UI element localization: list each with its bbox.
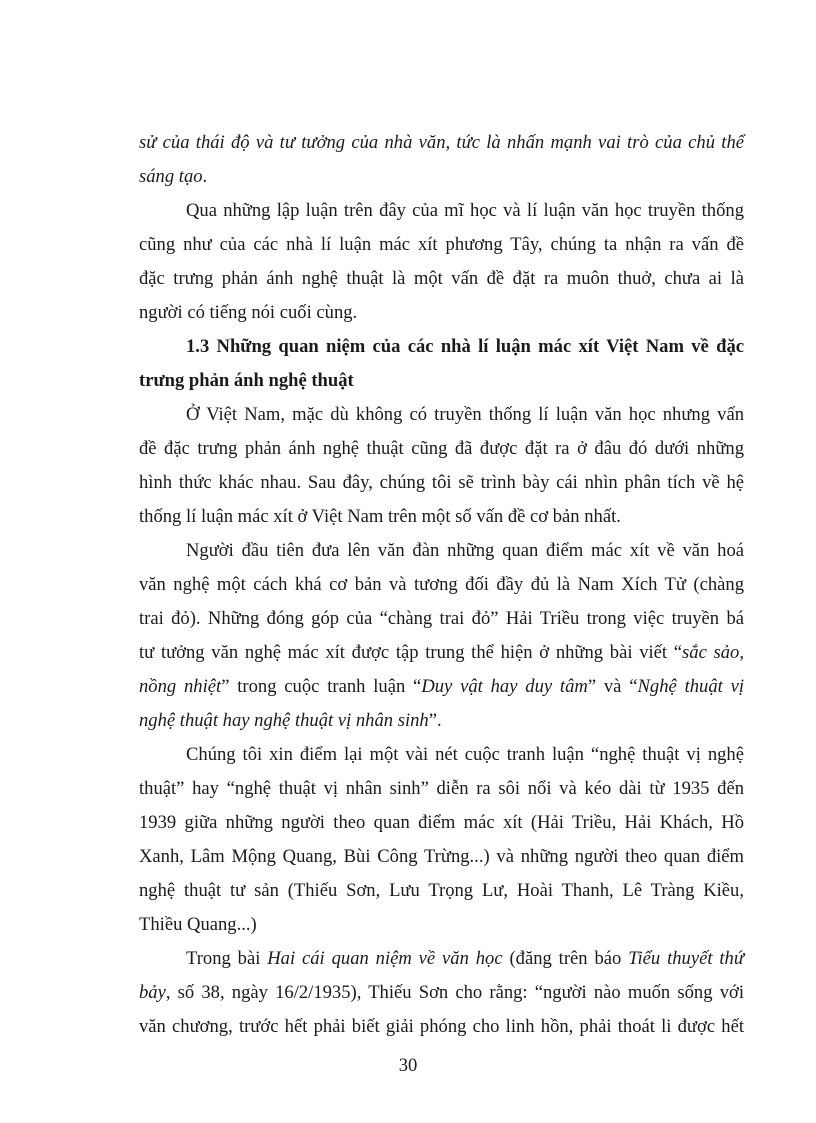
text-line [139,845,744,869]
text-segment: Thiều Quang...) [139,914,257,935]
text-segment: trưng phản ánh nghệ thuật [139,370,354,391]
text-segment: người có tiếng nói cuối cùng. [139,302,358,323]
italic-text: nồng nhiệt [139,676,222,697]
text-line [139,437,744,461]
text-line [186,539,744,563]
text-segment: đề đặc trưng phản ánh nghệ thuật cũng đã được đặt ra ở đâu đó dưới những [139,438,744,459]
italic-text: Duy vật hay duy tâm [421,676,588,697]
text-segment: thuật” hay “nghệ thuật vị nhân sinh” diễn ra sôi nổi và kéo dài từ 1935 đến [139,778,744,799]
text-segment: đặc trưng phản ánh nghệ thuật là một vấn đề đặt ra muôn thuở, chưa ai là [139,268,744,289]
text-segment: ” trong cuộc tranh luận “ [221,676,422,697]
text-segment: Người đầu tiên đưa lên văn đàn những quan điểm mác xít về văn hoá [186,540,744,561]
text-segment: Trong bài [186,948,268,969]
text-line [139,573,744,597]
text-line [186,403,744,427]
text-line [139,811,744,835]
text-line [139,1015,744,1039]
text-segment: văn chương, trước hết phải biết giải phóng cho linh hồn, phải thoát li được hết [139,1016,744,1037]
text-line [139,267,744,291]
text-line [139,981,744,1005]
text-segment: Ở Việt Nam, mặc dù không có truyền thống lí luận văn học nhưng vấn [186,404,744,425]
text-segment: , số 38, ngày 16/2/1935), Thiếu Sơn cho rằng: “người nào muốn sống với [165,982,744,1003]
text-line [139,607,744,631]
text-segment: 1.3 Những quan niệm của các nhà lí luận mác xít Việt Nam về đặc [186,336,744,357]
text-line [139,505,621,529]
italic-text: Hai cái quan niệm về văn học [267,948,503,969]
text-line [139,301,357,325]
text-segment: (đăng trên báo [502,948,629,969]
text-line [139,879,744,903]
text-line [139,131,744,155]
text-segment: . [202,166,208,187]
text-line [139,471,744,495]
text-line [186,199,744,223]
text-segment: trai đỏ). Những đóng góp của “chàng trai đỏ” Hải Triều trong việc truyền bá [139,608,744,629]
text-segment: cũng như của các nhà lí luận mác xít phương Tây, chúng ta nhận ra vấn đề [139,234,744,255]
text-line [139,709,442,733]
text-segment: hình thức khác nhau. Sau đây, chúng tôi sẽ trình bày cái nhìn phân tích về hệ [139,472,744,493]
heading-line [186,335,744,359]
text-segment: nghệ thuật tư sản (Thiếu Sơn, Lưu Trọng Lư, Hoài Thanh, Lê Tràng Kiều, [139,880,744,901]
page-number: 30 [398,1055,418,1076]
text-line [139,777,744,801]
text-line [139,233,744,257]
text-segment: Chúng tôi xin điểm lại một vài nét cuộc tranh luận “nghệ thuật vị nghệ [186,744,744,765]
italic-text: Nghệ thuật vị [637,676,745,697]
italic-text: sáng tạo [139,166,203,187]
text-segment: ”. [428,710,442,731]
text-line [186,743,744,767]
text-segment: Xanh, Lâm Mộng Quang, Bùi Công Trừng...) và những người theo quan điểm [139,846,744,867]
text-line [139,165,207,189]
text-segment: văn nghệ một cách khá cơ bản và tương đối đầy đủ là Nam Xích Tử (chàng [139,574,744,595]
italic-text: bảy [139,982,166,1003]
heading-line [139,369,354,393]
text-segment: ” và “ [587,676,638,697]
italic-text: nghệ thuật hay nghệ thuật vị nhân sinh [139,710,429,731]
italic-text: Tiểu thuyết thứ [628,948,744,969]
italic-text: sắc sảo, [682,642,744,663]
text-line [139,641,744,665]
text-line [139,675,744,699]
text-segment: tư tưởng văn nghệ mác xít được tập trung thể hiện ở những bài viết “ [139,642,683,663]
text-segment: 1939 giữa những người theo quan điểm mác xít (Hải Triều, Hải Khách, Hồ [139,812,744,833]
italic-text: sử của thái độ và tư tưởng của nhà văn, tức là nhấn mạnh vai trò của chủ thể [139,132,744,153]
text-segment: thống lí luận mác xít ở Việt Nam trên một số vấn đề cơ bản nhất. [139,506,621,527]
text-line [139,913,257,937]
text-segment: Qua những lập luận trên đây của mĩ học và lí luận văn học truyền thống [186,200,744,221]
text-line [186,947,744,971]
